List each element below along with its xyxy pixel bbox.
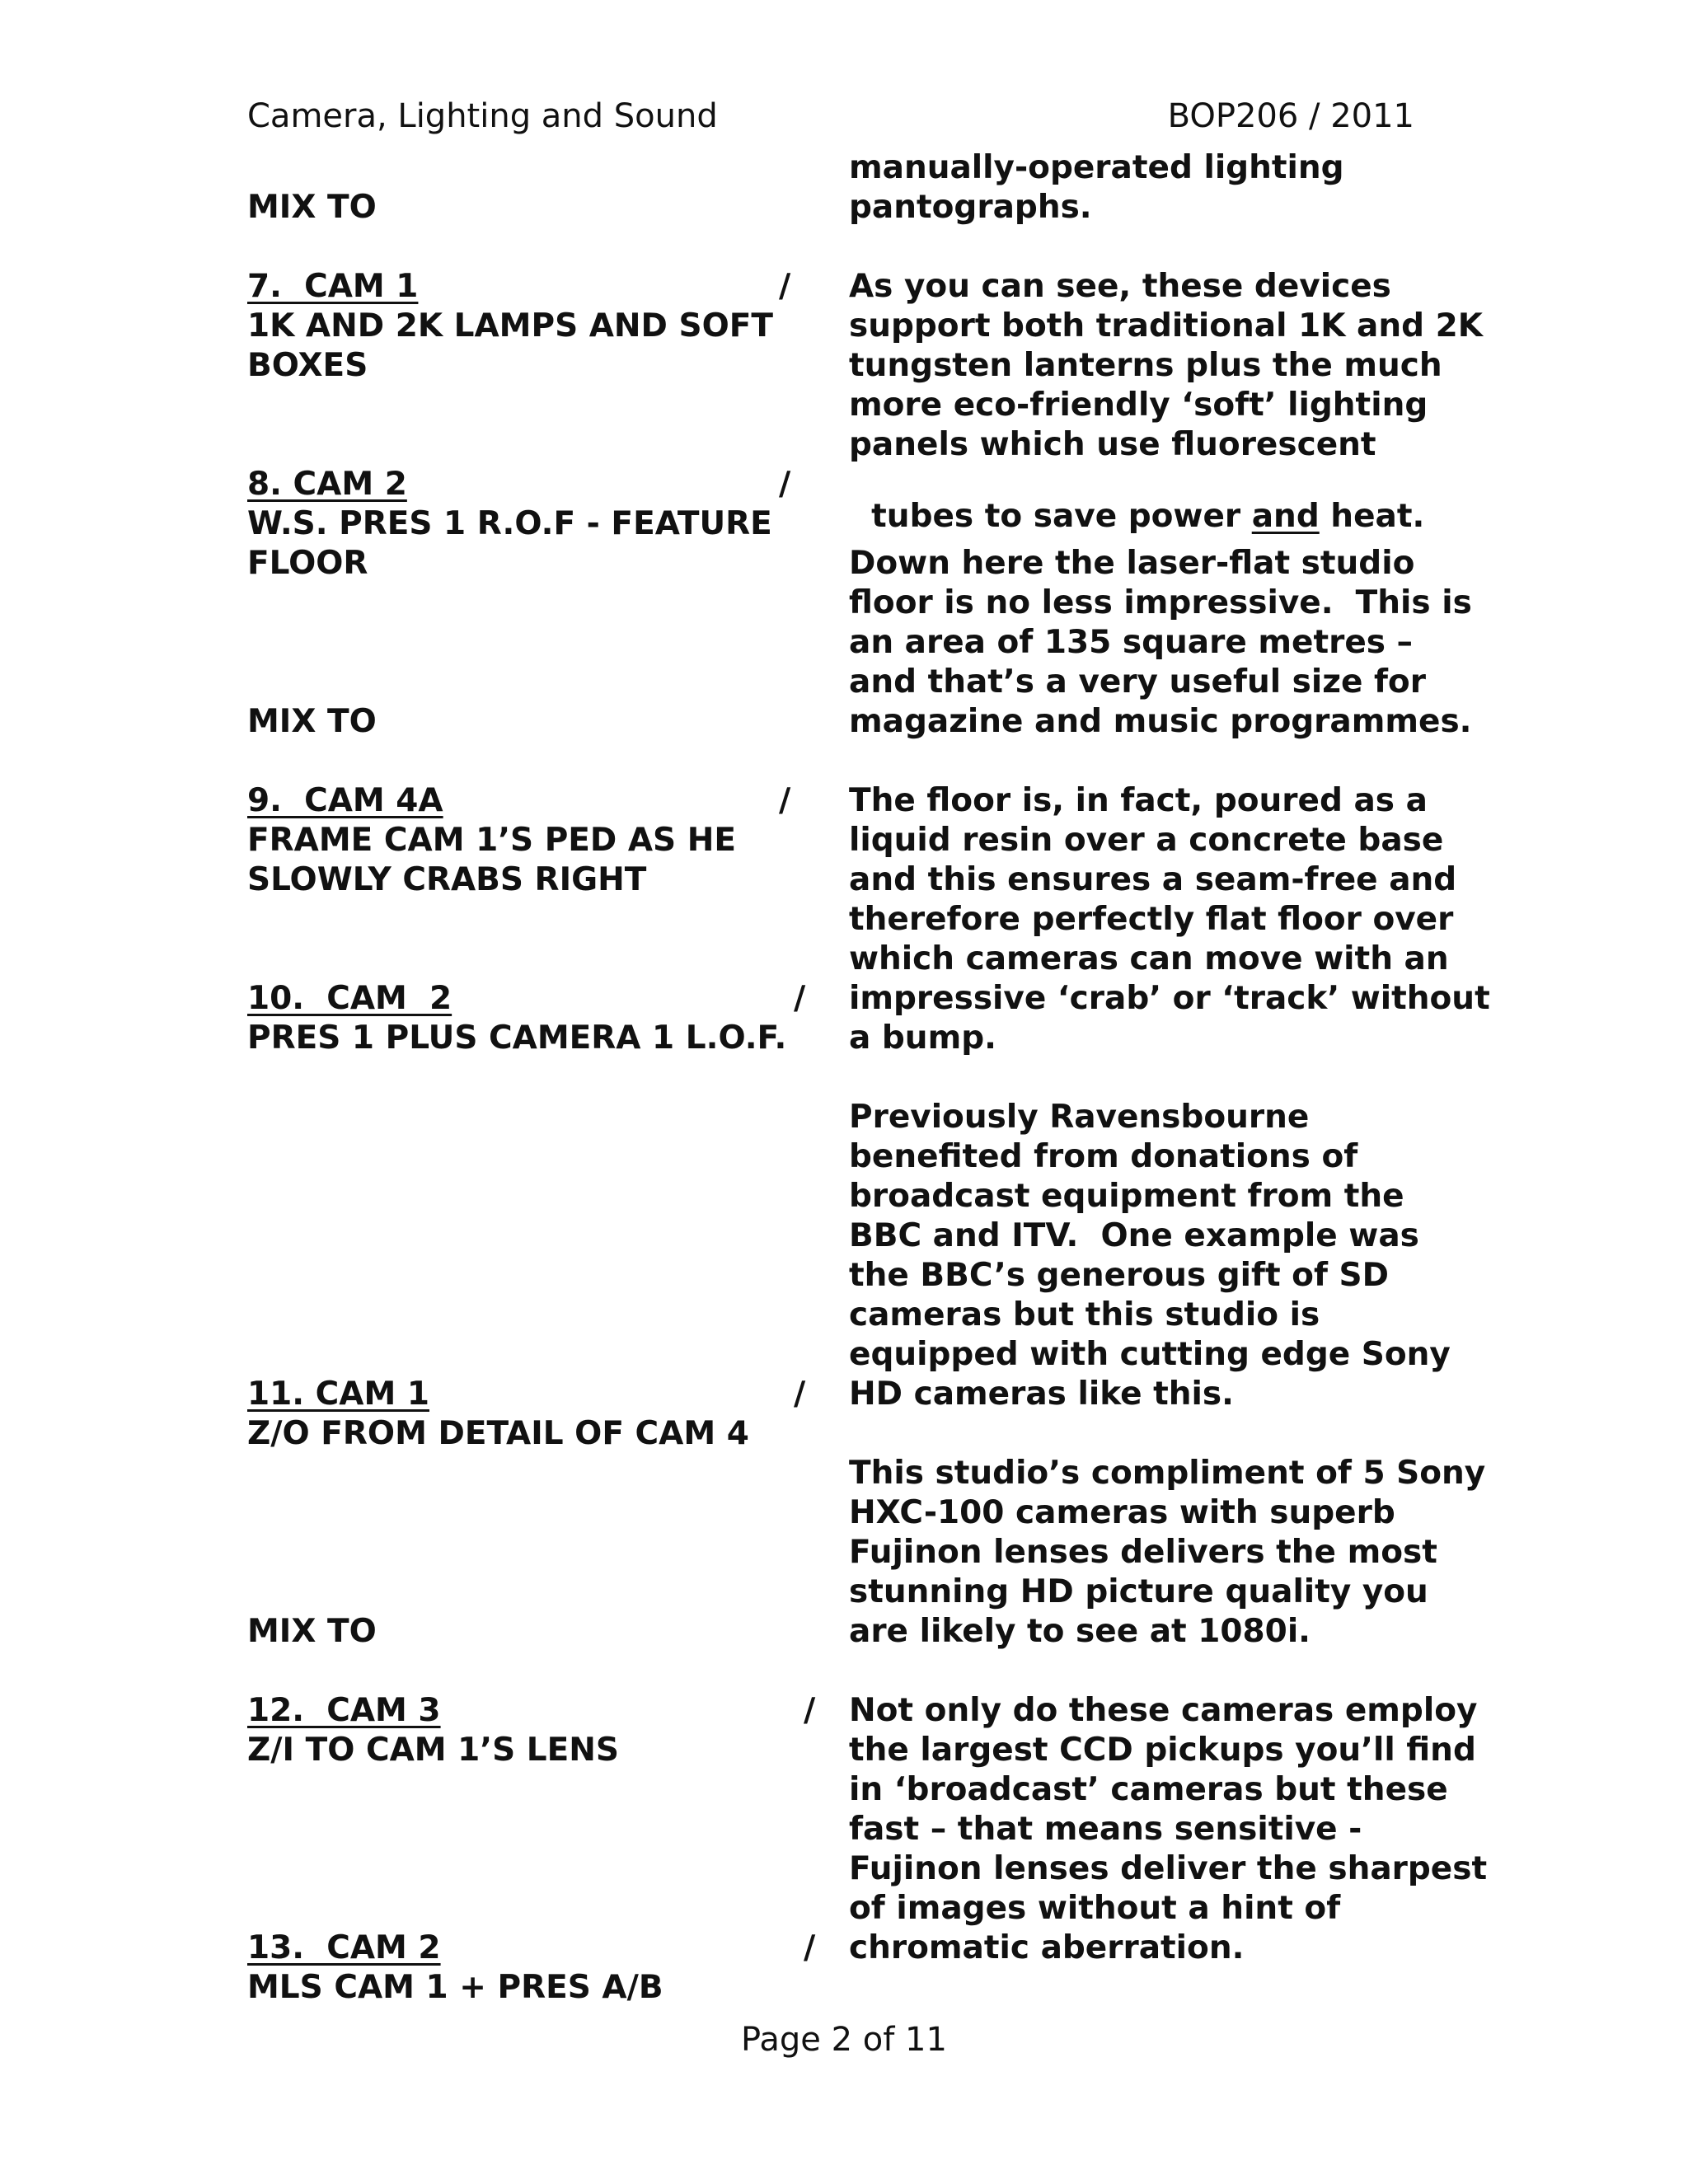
- shot-7-heading: 7. CAM 1: [247, 268, 419, 305]
- shot-9-heading: 9. CAM 4A: [247, 782, 443, 819]
- narration-line: manually-operated lighting: [849, 149, 1344, 186]
- left-mix-to-2: MIX TO: [247, 703, 377, 740]
- shot-10-slash: /: [794, 980, 806, 1017]
- narration-line: fast – that means sensitive -: [849, 1811, 1362, 1848]
- narration-line: are likely to see at 1080i.: [849, 1613, 1311, 1650]
- shot-11-slash: /: [794, 1376, 806, 1413]
- narration-line: which cameras can move with an: [849, 940, 1449, 977]
- header-course-title: Camera, Lighting and Sound: [247, 97, 718, 135]
- shot-11-desc: Z/O FROM DETAIL OF CAM 4: [247, 1415, 749, 1452]
- shot-12-desc: Z/I TO CAM 1’S LENS: [247, 1732, 619, 1769]
- shot-10-heading: 10. CAM 2: [247, 980, 452, 1017]
- narration-line: This studio’s compliment of 5 Sony: [849, 1455, 1486, 1492]
- narration-line: The floor is, in fact, poured as a: [849, 782, 1428, 819]
- narration-line: cameras but this studio is: [849, 1296, 1320, 1333]
- narration-text: tubes to save power: [871, 498, 1252, 535]
- shot-8-desc-1: W.S. PRES 1 R.O.F - FEATURE: [247, 505, 772, 542]
- left-mix-to-3: MIX TO: [247, 1613, 377, 1650]
- narration-line: more eco-friendly ‘soft’ lighting: [849, 387, 1428, 424]
- shot-8-slash: /: [779, 466, 791, 503]
- narration-line: HD cameras like this.: [849, 1376, 1234, 1413]
- narration-line: impressive ‘crab’ or ‘track’ without: [849, 980, 1490, 1017]
- narration-line: support both traditional 1K and 2K: [849, 307, 1483, 344]
- narration-line: equipped with cutting edge Sony: [849, 1336, 1451, 1373]
- shot-9-desc-1: FRAME CAM 1’S PED AS HE: [247, 822, 736, 859]
- narration-line: BBC and ITV. One example was: [849, 1217, 1419, 1254]
- shot-7-slash: /: [779, 268, 791, 305]
- shot-8-heading: 8. CAM 2: [247, 466, 407, 503]
- narration-line: magazine and music programmes.: [849, 703, 1472, 740]
- narration-line: stunning HD picture quality you: [849, 1573, 1428, 1610]
- narration-line: As you can see, these devices: [849, 268, 1391, 305]
- shot-7-desc-2: BOXES: [247, 347, 368, 384]
- shot-13-slash: /: [804, 1929, 816, 1966]
- narration-line: floor is no less impressive. This is: [849, 584, 1472, 621]
- shot-10-desc: PRES 1 PLUS CAMERA 1 L.O.F.: [247, 1019, 787, 1057]
- narration-line: tungsten lanterns plus the much: [849, 347, 1442, 384]
- narration-line: Not only do these cameras employ: [849, 1692, 1478, 1729]
- narration-line: therefore perfectly flat floor over: [849, 901, 1454, 938]
- narration-line: chromatic aberration.: [849, 1929, 1245, 1966]
- narration-line: of images without a hint of: [849, 1890, 1341, 1927]
- shot-7-desc-1: 1K AND 2K LAMPS AND SOFT: [247, 307, 773, 344]
- shot-13-heading: 13. CAM 2: [247, 1929, 441, 1966]
- narration-line: benefited from donations of: [849, 1138, 1358, 1175]
- shot-11-heading: 11. CAM 1: [247, 1376, 429, 1413]
- narration-line: a bump.: [849, 1019, 996, 1057]
- narration-line: Previously Ravensbourne: [849, 1099, 1310, 1136]
- narration-line: an area of 135 square metres –: [849, 624, 1414, 661]
- narration-text: heat.: [1319, 498, 1425, 535]
- narration-line: the largest CCD pickups you’ll find: [849, 1732, 1476, 1769]
- narration-line: Fujinon lenses delivers the most: [849, 1534, 1437, 1571]
- narration-line: and this ensures a seam-free and: [849, 861, 1457, 898]
- shot-13-desc: MLS CAM 1 + PRES A/B: [247, 1969, 663, 2006]
- narration-line: panels which use fluorescent: [849, 426, 1376, 463]
- left-mix-to-1: MIX TO: [247, 189, 377, 226]
- shot-9-slash: /: [779, 782, 791, 819]
- narration-line-emphasis: [849, 468, 1425, 535]
- page-number: Page 2 of 11: [741, 2021, 947, 2059]
- shot-9-desc-2: SLOWLY CRABS RIGHT: [247, 861, 647, 898]
- narration-line: the BBC’s generous gift of SD: [849, 1257, 1389, 1294]
- underlined-word: and: [1251, 498, 1320, 535]
- shot-12-slash: /: [804, 1692, 816, 1729]
- narration-line: pantographs.: [849, 189, 1092, 226]
- narration-line: Fujinon lenses deliver the sharpest: [849, 1850, 1488, 1887]
- narration-line: liquid resin over a concrete base: [849, 822, 1444, 859]
- shot-12-heading: 12. CAM 3: [247, 1692, 441, 1729]
- narration-line: broadcast equipment from the: [849, 1178, 1404, 1215]
- header-course-code: BOP206 / 2011: [1167, 97, 1414, 135]
- shot-8-desc-2: FLOOR: [247, 545, 368, 582]
- narration-line: Down here the laser-flat studio: [849, 545, 1415, 582]
- narration-line: in ‘broadcast’ cameras but these: [849, 1771, 1448, 1808]
- narration-line: HXC-100 cameras with superb: [849, 1494, 1395, 1531]
- narration-line: and that’s a very useful size for: [849, 663, 1426, 701]
